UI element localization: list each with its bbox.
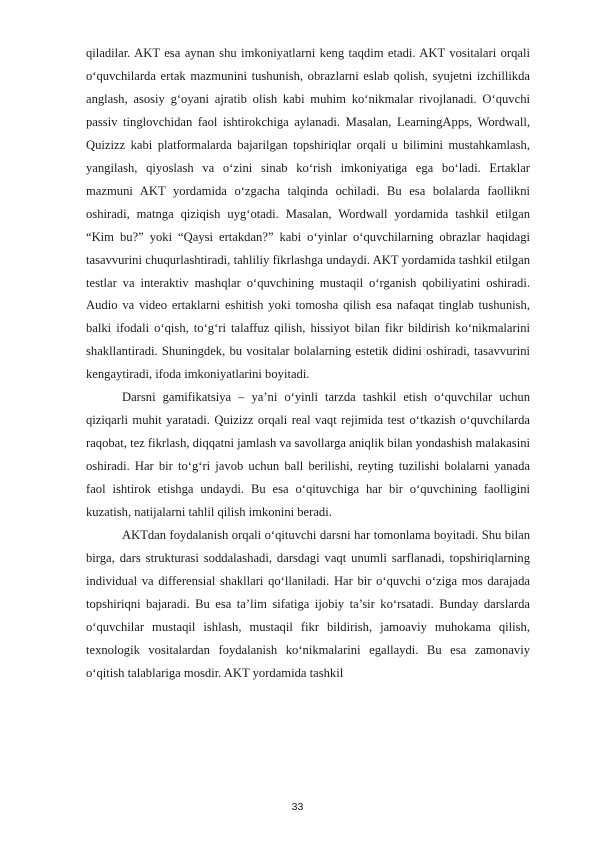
paragraph-1: qiladilar. AKT esa aynan shu imkoniyatlarni keng taqdim etadi. AKT vositalari orqali o‘quvchilarda ertak mazmunini tushunish, obrazlarni eslab qolish, syujetni izchillikda anglash, asosiy g‘oyani ajratib olish kabi muhim ko‘nikmalar rivojlanadi. O‘quvchi passiv tinglovchidan faol ishtirokchiga aylanadi. Masalan, LearningApps, Wordwall, Quizizz kabi platformalarda bajarilgan topshiriqlar orqali u bilimini mustahkamlash, yangilash, qiyoslash va o‘zini sinab ko‘rish imkoniyatiga ega bo‘ladi. Ertaklar mazmuni AKT yordamida o‘zgacha talqinda ochiladi. Bu esa bolalarda faollikni oshiradi, matnga qiziqish uyg‘otadi. Masalan, Wordwall yordamida tashkil etilgan “Kim bu?” yoki “Qaysi ertakdan?” kabi o‘yinlar o‘quvchilarning obrazlar haqidagi tasavvurini chuqurlashtiradi, tahliliy fikrlashga undaydi. AKT yordamida tashkil etilgan testlar va interaktiv mashqlar o‘quvchining mustaqil o‘rganish qobiliyatini oshiradi. Audio va video ertaklarni eshitish yoki tomosha qilish esa nafaqat tinglab tushunish, balki ifodali o‘qish, to‘g‘ri talaffuz qilish, hissiyot bilan fikr bildirish ko‘nikmalarini shakllantiradi. Shuningdek, bu vositalar bolalarning estetik didini oshiradi, tasavvurini kengaytiradi, ifoda imkoniyatlarini boyitadi. <box>86 46 530 382</box>
body-text <box>86 42 530 685</box>
paragraph-3: AKTdan foydalanish orqali o‘qituvchi darsni har tomonlama boyitadi. Shu bilan birga, dars strukturasi soddalashadi, darsdagi vaqt unumli sarflanadi, topshiriqlarning individual va differensial shakllari qo‘llaniladi. Har bir o‘quvchi o‘ziga mos darajada topshiriqni bajaradi. Bu esa ta’lim sifatiga ijobiy ta’sir ko‘rsatadi. Bunday darslarda o‘quvchilar mustaqil ishlash, mustaqil fikr bildirish, jamoaviy muhokama qilish, texnologik vositalardan foydalanish ko‘nikmalarini egallaydi. Bu esa zamonaviy o‘qitish talablariga mosdir. AKT yordamida tashkil <box>86 528 530 680</box>
paragraph-2: Darsni gamifikatsiya – ya’ni o‘yinli tarzda tashkil etish o‘quvchilar uchun qiziqarli muhit yaratadi. Quizizz orqali real vaqt rejimida test o‘tkazish o‘quvchilarda raqobat, tez fikrlash, diqqatni jamlash va savollarga aniqlik bilan yondashish malakasini oshiradi. Har bir to‘g‘ri javob uchun ball berilishi, reyting tuzilishi bolalarni yanada faol ishtirok etishga undaydi. Bu esa o‘qituvchiga har bir o‘quvchining faolligini kuzatish, natijalarni tahlil qilish imkonini beradi. <box>86 390 530 520</box>
page-number: 33 <box>291 801 304 813</box>
